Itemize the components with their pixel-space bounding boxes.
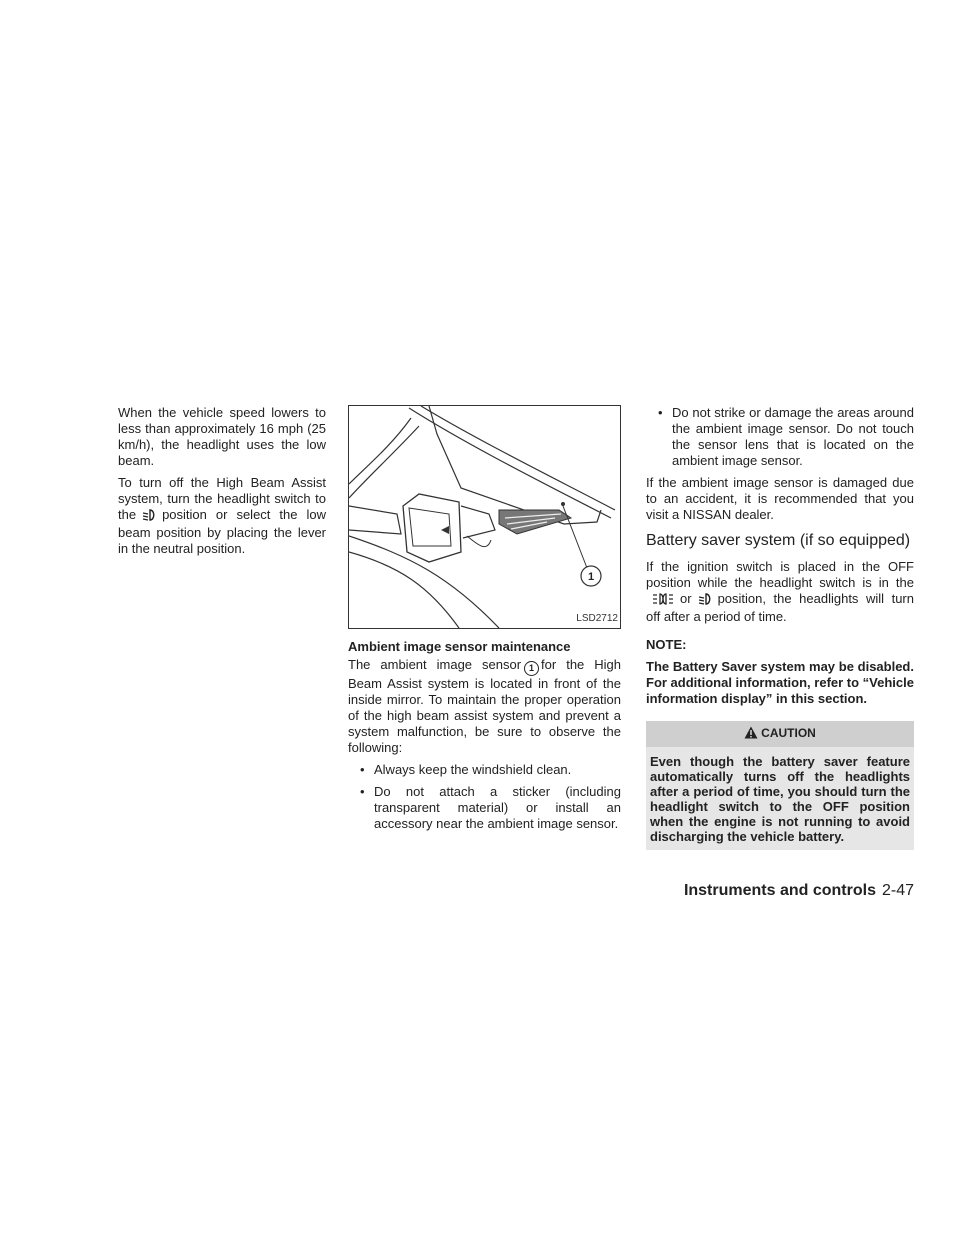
- paragraph-low-beam: When the vehicle speed lowers to less than approximately 16 mph (25 km/h), the headlight uses the low beam.: [118, 405, 326, 468]
- column-3: [646, 405, 914, 850]
- bullet-windshield: • Always keep the windshield clean.: [348, 762, 621, 778]
- page-number: 2-47: [881, 882, 914, 899]
- chapter-title: Instruments and controls: [683, 882, 876, 899]
- battery-text-or: or: [680, 591, 692, 606]
- bullet-sticker: • Do not attach a sticker (including transparent material) or install an accessory near the ambient image sensor.: [348, 784, 621, 832]
- parking-light-icon: [652, 593, 674, 609]
- note-text: The Battery Saver system may be disabled. For additional information, refer to “Vehicle information display” in this section.: [646, 659, 914, 706]
- paragraph-damaged-sensor: If the ambient image sensor is damaged due to an accident, it is recommended that you visit a NISSAN dealer.: [646, 475, 914, 522]
- column-1: [118, 405, 326, 563]
- paragraph-battery-saver: [646, 559, 914, 625]
- caution-title: CAUTION: [761, 726, 816, 740]
- figure-callout-number: 1: [587, 571, 595, 583]
- caution-text: Even though the battery saver feature automatically turns off the headlights after a period of time, you should turn the headlight switch to the OFF position when the engine is not running to avoid discharging the vehicle battery.: [650, 754, 910, 844]
- callout-1-icon: 1: [524, 661, 539, 676]
- figure-code: LSD2712: [576, 613, 618, 624]
- sensor-maintenance-heading: Ambient image sensor maintenance: [348, 639, 571, 654]
- caution-header: [646, 721, 914, 747]
- turn-off-text-end: position or select the low beam position by placing the lever in the neutral position.: [118, 507, 326, 556]
- caution-triangle-icon: [744, 726, 758, 743]
- battery-text-end: position, the headlights will turn off after a period of time.: [646, 591, 914, 624]
- sensor-drawing: [349, 406, 620, 628]
- bullet-do-not-strike: • Do not strike or damage the areas around the ambient image sensor. Do not touch the sensor lens that is located on the ambient image sensor.: [646, 405, 914, 469]
- paragraph-sensor-location: [348, 657, 621, 756]
- sensor-text-end: for the High Beam Assist system is located in front of the inside mirror. To maintain the proper operation of the high beam assist system and prevent a system malfunction, be sure to observe the following:: [348, 657, 621, 755]
- note-label: NOTE:: [646, 637, 687, 652]
- turn-off-text-start: To turn off the High Beam Assist system, turn the headlight switch to the: [118, 475, 326, 522]
- page-footer: [684, 882, 914, 900]
- headlight-icon: [142, 509, 156, 525]
- sensor-illustration: [348, 405, 621, 629]
- battery-saver-heading: Battery saver system (if so equipped): [646, 532, 911, 549]
- battery-text-start: If the ignition switch is placed in the OFF position while the headlight switch is in the: [646, 559, 914, 590]
- paragraph-turn-off: [118, 475, 326, 557]
- caution-box: [646, 721, 914, 850]
- headlight-icon: [698, 593, 712, 609]
- column-2: [348, 405, 621, 838]
- sensor-text-start: The ambient image sensor: [348, 657, 522, 672]
